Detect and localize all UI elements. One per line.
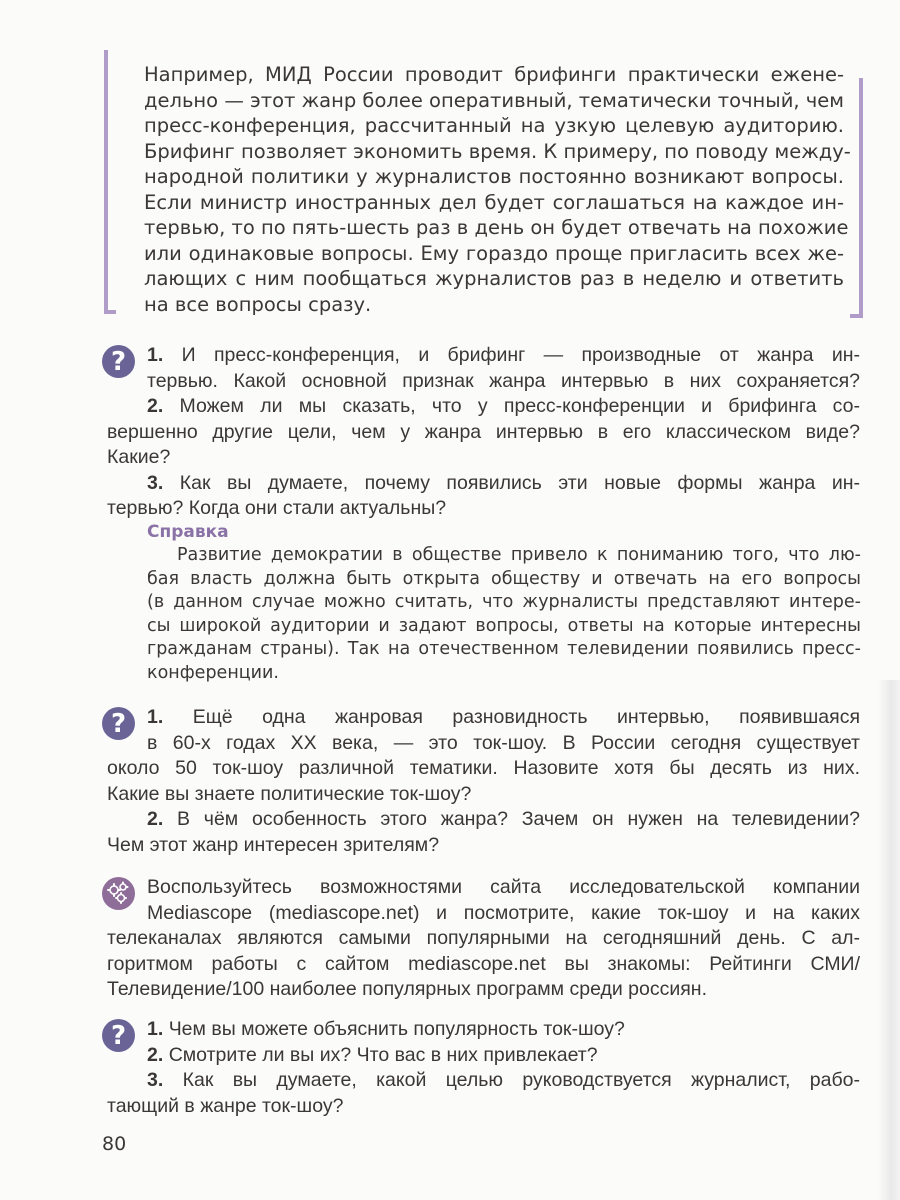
bracket-left-line (104, 50, 108, 314)
reference-line: конференции. (147, 662, 279, 683)
example-text (144, 62, 851, 317)
question-number: 3. (147, 1069, 164, 1091)
reference-line: гражданам страны). Так на отечественном телевидении появились пресс- (147, 639, 861, 659)
question-3-line (107, 1068, 860, 1094)
text-line: или одинаковые вопросы. Ему гораздо проще пригласить всех же- (144, 241, 844, 265)
text-line: лающих с ним пообщаться журналистов раз в неделю и ответить (144, 267, 844, 290)
question-2-line (107, 1043, 860, 1069)
reference-text (147, 544, 861, 685)
question-number: 1. (147, 344, 164, 366)
question-1-line: в 60-х годах XX века, — это ток-шоу. В России сегодня существует (147, 731, 860, 754)
question-number: 3. (147, 471, 164, 494)
question-2-line: Какие? (107, 446, 171, 468)
bracket-right-line (859, 78, 863, 318)
question-number: 2. (147, 808, 164, 830)
question-text: И пресс-конференция, и брифинг — производные от жанра ин- (181, 344, 861, 366)
reference-line: (в данном случае можно считать, что журналисты представляют интере- (147, 592, 861, 612)
text-line: пресс-конференция, рассчитанный на узкую целевую аудиторию. (144, 114, 844, 137)
question-icon: ? (102, 345, 135, 378)
question-number: 2. (147, 395, 164, 417)
question-list (107, 705, 860, 858)
task-text (107, 875, 860, 1003)
question-2-line (107, 807, 860, 833)
question-text: Смотрите ли вы их? Что вас в них привлекает? (168, 1043, 598, 1066)
question-number: 1. (147, 706, 164, 728)
question-2-line: вершенно другие цели, чем у жанра интервью в его классическом виде? (107, 420, 860, 443)
question-text: Ещё одна жанровая разновидность интервью, появившаяся (192, 706, 861, 728)
question-1-line: около 50 ток-шоу различной тематики. Назовите хотя бы десять из них. (107, 757, 860, 779)
question-1-line (107, 705, 860, 731)
question-1-line (107, 1017, 860, 1043)
question-1-line (107, 343, 860, 369)
task-line: телеканалах являются самыми популярными на сегодняшний день. С ал- (107, 927, 860, 949)
example-bracket-box (104, 50, 864, 320)
question-list (107, 1017, 860, 1119)
task-line: Mediascope (mediascope.net) и посмотрите, какие ток-шоу и на каких (147, 901, 860, 924)
question-3-line (107, 471, 860, 497)
question-text: В чём особенность этого жанра? Зачем он нужен на телевидении? (177, 808, 861, 830)
reference-title: Справка (147, 522, 229, 542)
question-1-line: тервью. Какой основной признак жанра интервью в них сохраняется? (147, 369, 860, 392)
question-3-line: тервью? Когда они стали актуальны? (107, 497, 447, 519)
question-text: Чем вы можете объяснить популярность ток-шоу? (168, 1018, 625, 1040)
question-list (107, 343, 860, 522)
text-line: Например, МИД России проводит брифинги практически ежене- (144, 63, 844, 86)
text-line: на все вопросы сразу. (144, 292, 372, 316)
text-line: Брифинг позволяет экономить время. К примеру, по поводу между- (144, 139, 851, 163)
question-3-line: тающий в жанре ток-шоу? (107, 1094, 344, 1117)
question-number: 1. (147, 1018, 164, 1040)
question-text: Как вы думаете, почему появились эти новые формы жанра ин- (179, 471, 861, 494)
question-1-line: Какие вы знаете политические ток-шоу? (107, 782, 472, 805)
reference-line: сы широкой аудитории и задают вопросы, ответы на которые интересны (147, 615, 861, 636)
task-line: Телевидение/100 наиболее популярных программ среди россиян. (107, 978, 707, 1000)
task-line: горитмом работы с сайтом mediascope.net вы знакомы: Рейтинги СМИ/ (107, 952, 860, 975)
page-edge-shadow (878, 680, 900, 1200)
question-text: Как вы думаете, какой целью руководствуется журналист, рабо- (182, 1069, 860, 1091)
reference-line: бая власть должна быть открыта обществу и отвечать на его вопросы (147, 568, 861, 589)
reference-line: Развитие демократии в обществе привело к пониманию того, что лю- (177, 545, 861, 565)
page-number: 80 (102, 1133, 127, 1155)
question-number: 2. (147, 1043, 164, 1066)
text-line: дельно — этот жанр более оперативный, тематически точный, чем (144, 88, 844, 112)
question-2-line (107, 394, 860, 420)
question-icon: ? (102, 1019, 135, 1052)
bracket-right-foot (850, 314, 863, 318)
bracket-left-foot (104, 310, 116, 314)
text-line: тервью, то по пять-шесть раз в день он будет отвечать на похожие (144, 216, 849, 239)
question-text: Можем ли мы сказать, что у пресс-конференции и брифинга со- (179, 395, 860, 417)
question-2-line: Чем этот жанр интересен зрителям? (107, 833, 440, 856)
question-icon: ? (102, 707, 135, 740)
text-line: народной политики у журналистов постоянно возникают вопросы. (144, 165, 844, 188)
text-line: Если министр иностранных дел будет соглашаться на каждое ин- (144, 190, 844, 214)
task-line: Воспользуйтесь возможностями сайта исследовательской компании (147, 876, 860, 898)
